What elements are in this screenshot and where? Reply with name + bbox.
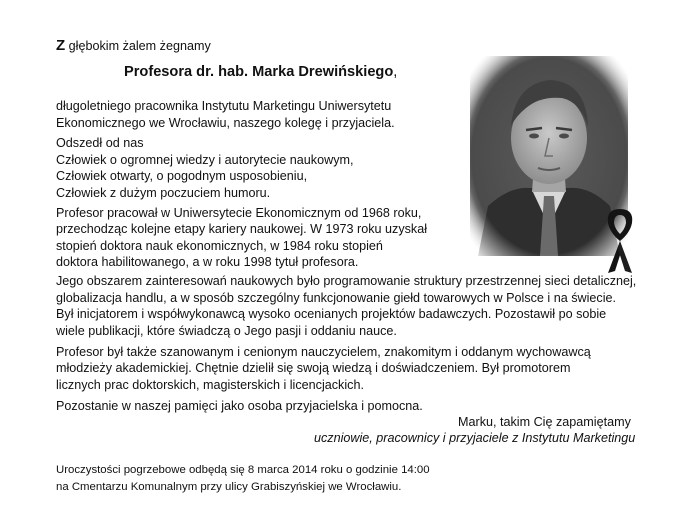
career-line: Profesor pracował w Uniwersytecie Ekonomicznym od 1968 roku, bbox=[56, 206, 422, 220]
funeral-info-line: Uroczystości pogrzebowe odbędą się 8 marca 2014 roku o godzinie 14:00 bbox=[56, 464, 430, 476]
interests-line: wiele publikacji, które świadczą o Jego pasji i oddaniu nauce. bbox=[56, 324, 397, 338]
teaching-line: młodzieży akademickiej. Chętnie dzielił się swoją wiedzą i doświadczeniem. Był promotorem bbox=[56, 361, 571, 375]
opening-line bbox=[56, 37, 211, 55]
deceased-name-title: Profesora dr. hab. Marka Drewińskiego bbox=[124, 64, 394, 80]
opening-text: głębokim żalem żegnamy bbox=[65, 39, 211, 53]
opening-initial: Z bbox=[56, 37, 66, 54]
employment-line: długoletniego pracownika Instytutu Marketingu Uniwersytetu bbox=[56, 99, 392, 113]
career-line: doktora habilitowanego, a w roku 1998 tytuł profesora. bbox=[56, 255, 359, 269]
character-line: Człowiek otwarty, o pogodnym usposobieniu, bbox=[56, 169, 308, 183]
teaching-line: Profesor był także szanowanym i cenionym nauczycielem, znakomitym i oddanym wychowawcą bbox=[56, 345, 591, 359]
signature-line: Marku, takim Cię zapamiętamy bbox=[458, 415, 631, 429]
career-line: stopień doktora nauk ekonomicznych, w 1984 roku stopień bbox=[56, 239, 383, 253]
career-line: przechodząc kolejne etapy kariery naukowej. W 1973 roku uzyskał bbox=[56, 222, 428, 236]
interests-line: Był inicjatorem i współwykonawcą wysoko ocenianych projektów badawczych. Pozostawił po sobie bbox=[56, 307, 607, 321]
deceased-name bbox=[124, 64, 397, 81]
remembrance-line: Pozostanie w naszej pamięci jako osoba przyjacielska i pomocna. bbox=[56, 399, 423, 413]
deceased-name-comma: , bbox=[393, 64, 398, 80]
signature-authors: uczniowie, pracownicy i przyjaciele z Instytutu Marketingu bbox=[314, 431, 636, 445]
character-line: Człowiek o ogromnej wiedzy i autorytecie naukowym, bbox=[56, 153, 354, 167]
funeral-info-line: na Cmentarzu Komunalnym przy ulicy Grabiszyńskiej we Wrocławiu. bbox=[56, 481, 402, 493]
interests-line: Jego obszarem zainteresowań naukowych było programowanie struktury przestrzennej sieci detalicznej, bbox=[56, 274, 637, 288]
teaching-line: licznych prac doktorskich, magisterskich i licencjackich. bbox=[56, 378, 364, 392]
departed-line: Odszedł od nas bbox=[56, 136, 144, 150]
interests-line: globalizacja handlu, a w sposób szczególny funkcjonowanie giełd towarowych w Polsce i na świecie. bbox=[56, 291, 617, 305]
employment-line: Ekonomicznego we Wrocławiu, naszego kolegę i przyjaciela. bbox=[56, 116, 395, 130]
character-line: Człowiek z dużym poczuciem humoru. bbox=[56, 186, 271, 200]
mourning-ribbon-icon bbox=[598, 205, 642, 275]
